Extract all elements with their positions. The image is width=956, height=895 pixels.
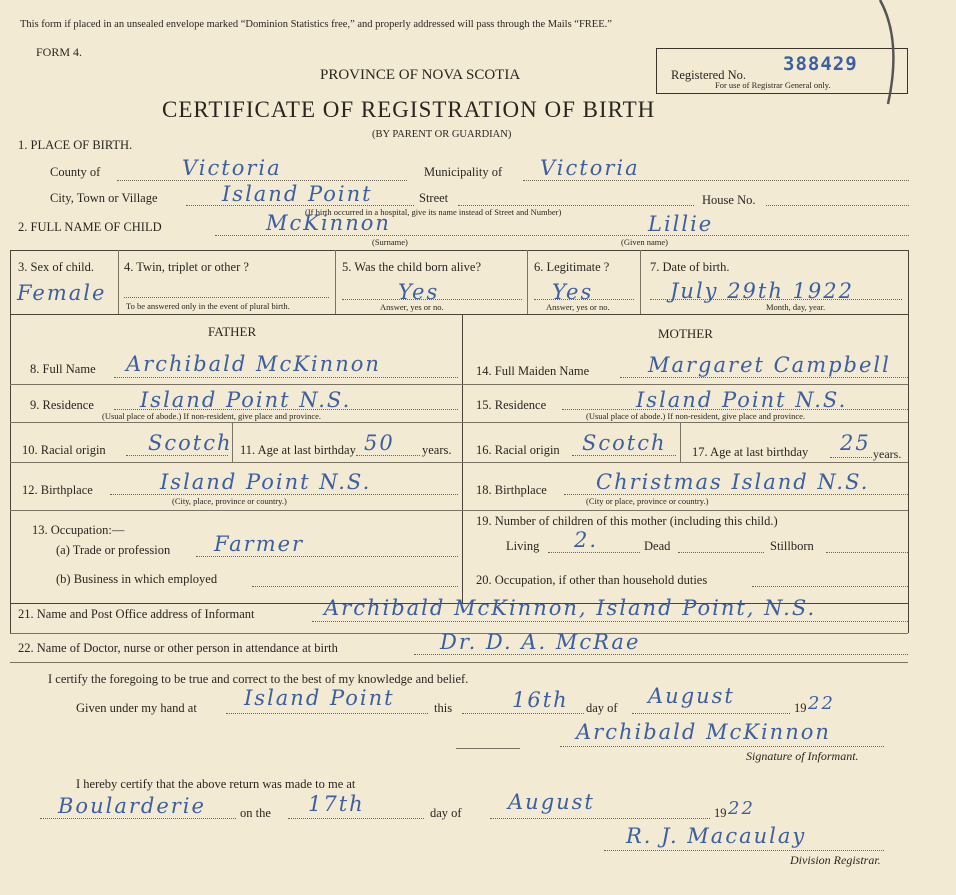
- sex-label: 3. Sex of child.: [18, 260, 95, 274]
- given-month-value: August: [648, 684, 735, 708]
- father-racial-line: [126, 455, 228, 456]
- informant-signature: Archibald McKinnon: [576, 720, 831, 744]
- mother-residence-note: (Usual place of abode.) If non-resident, give place and province.: [586, 411, 806, 421]
- given-year-prefix: 19: [794, 701, 807, 715]
- form-number: FORM 4.: [36, 45, 83, 59]
- alive-line: [342, 299, 522, 300]
- stillborn-label: Stillborn: [770, 539, 814, 553]
- city-line: [186, 205, 414, 206]
- rule: [680, 422, 681, 462]
- municipality-label: Municipality of: [424, 165, 503, 179]
- mother-years-label: years.: [873, 447, 902, 461]
- signature-line: [560, 746, 884, 747]
- city-value: Island Point: [222, 182, 373, 206]
- rule: [640, 250, 641, 314]
- registrar-month-value: August: [508, 790, 595, 814]
- children-count-label: 19. Number of children of this mother (including this child.): [476, 514, 778, 528]
- given-place-value: Island Point: [244, 686, 395, 710]
- place-of-birth-heading: 1. PLACE OF BIRTH.: [18, 138, 133, 152]
- dead-line: [678, 552, 764, 553]
- hospital-note: (If birth occurred in a hospital, give its name instead of Street and Number): [305, 207, 562, 217]
- mother-racial-label: 16. Racial origin: [476, 443, 560, 457]
- county-line: [117, 180, 407, 181]
- rule: [118, 250, 119, 314]
- business-label: (b) Business in which employed: [56, 572, 218, 586]
- doctor-label: 22. Name of Doctor, nurse or other person in attendance at birth: [18, 641, 338, 655]
- stillborn-line: [826, 552, 908, 553]
- trade-label: (a) Trade or profession: [56, 543, 171, 557]
- father-residence-value: Island Point N.S.: [140, 388, 352, 412]
- rule: [10, 422, 908, 423]
- child-surname: McKinnon: [266, 211, 391, 235]
- doctor-value: Dr. D. A. McRae: [440, 630, 641, 654]
- doctor-line: [414, 654, 908, 655]
- alive-note: Answer, yes or no.: [380, 302, 444, 312]
- rule: [10, 250, 11, 633]
- mother-heading: MOTHER: [658, 326, 713, 341]
- rule: [908, 250, 909, 633]
- rule: [10, 384, 908, 385]
- mother-age-line: [830, 457, 872, 458]
- page-curl: [860, 0, 920, 110]
- given-place-line: [226, 713, 428, 714]
- child-name-label: 2. FULL NAME OF CHILD: [18, 220, 162, 234]
- mail-notice: This form if placed in an unsealed envelope marked “Dominion Statistics free,” and properly addressed will pass through the Mails “FREE.”: [20, 19, 612, 30]
- child-given-name: Lillie: [648, 212, 714, 236]
- county-value: Victoria: [182, 156, 282, 180]
- registrar-signature: R. J. Macaulay: [626, 824, 807, 848]
- date-of-birth-value: July 29th 1922: [670, 279, 855, 303]
- trade-line: [196, 556, 458, 557]
- father-heading: FATHER: [208, 324, 257, 339]
- mother-birthplace-label: 18. Birthplace: [476, 483, 547, 497]
- registrar-year-value: 22: [728, 798, 755, 819]
- mother-name-value: Margaret Campbell: [648, 353, 891, 377]
- registered-label: Registered No.: [671, 68, 746, 82]
- mother-birthplace-note: (City or place, province or country.): [586, 496, 709, 506]
- father-name-value: Archibald McKinnon: [126, 352, 381, 376]
- this-label: this: [434, 701, 453, 715]
- father-name-line: [114, 377, 458, 378]
- registrar-signature-line: [604, 850, 884, 851]
- dead-label: Dead: [644, 539, 671, 553]
- municipality-value: Victoria: [540, 156, 640, 180]
- living-value: 2.: [574, 528, 599, 552]
- mother-occupation-line: [752, 586, 908, 587]
- legitimate-label: 6. Legitimate ?: [534, 260, 610, 274]
- rule: [462, 314, 463, 603]
- on-the-label: on the: [240, 806, 271, 820]
- given-caption: (Given name): [621, 237, 668, 247]
- certify-statement: I certify the foregoing to be true and correct to the best of my knowledge and belief.: [48, 672, 469, 686]
- occupation-label: 13. Occupation:—: [32, 523, 125, 537]
- mother-age-label: 17. Age at last birthday: [692, 445, 809, 459]
- page-title: CERTIFICATE OF REGISTRATION OF BIRTH: [162, 97, 656, 122]
- municipality-line: [523, 180, 909, 181]
- father-age-value: 50: [364, 431, 395, 455]
- given-month-line: [632, 713, 790, 714]
- street-label: Street: [419, 191, 449, 205]
- registrar-use-note: For use of Registrar General only.: [715, 80, 831, 90]
- rule: [527, 250, 528, 314]
- alive-label: 5. Was the child born alive?: [342, 260, 482, 274]
- informant-label: 21. Name and Post Office address of Informant: [18, 607, 255, 621]
- house-label: House No.: [702, 193, 756, 207]
- rule: [456, 748, 520, 749]
- father-residence-line: [114, 409, 458, 410]
- alive-value: Yes: [398, 280, 440, 304]
- sex-value: Female: [17, 281, 107, 305]
- county-label: County of: [50, 165, 101, 179]
- mother-racial-value: Scotch: [582, 431, 667, 455]
- given-day-line: [462, 713, 584, 714]
- mother-name-line: [620, 377, 908, 378]
- date-label: 7. Date of birth.: [650, 260, 730, 274]
- surname-caption: (Surname): [372, 237, 408, 247]
- mother-residence-label: 15. Residence: [476, 398, 547, 412]
- date-line: [650, 299, 902, 300]
- street-line: [458, 205, 694, 206]
- father-residence-note: (Usual place of abode.) If non-resident, give place and province.: [102, 411, 322, 421]
- father-birthplace-line: [110, 494, 458, 495]
- father-residence-label: 9. Residence: [30, 398, 94, 412]
- registrar-day-line: [288, 818, 424, 819]
- registrar-year-prefix: 19: [714, 806, 727, 820]
- given-under-label: Given under my hand at: [76, 701, 197, 715]
- given-day-value: 16th: [512, 688, 569, 712]
- mother-residence-line: [562, 409, 908, 410]
- twin-line: [124, 297, 329, 298]
- business-line: [252, 586, 458, 587]
- registrar-day-of-label: day of: [430, 806, 462, 820]
- registrar-place-value: Boularderie: [58, 794, 206, 818]
- rule: [10, 250, 908, 251]
- registrar-day-value: 17th: [308, 792, 365, 816]
- legitimate-line: [534, 299, 634, 300]
- rule: [10, 662, 908, 663]
- father-age-label: 11. Age at last birthday: [240, 443, 356, 457]
- living-line: [548, 552, 640, 553]
- province-heading: PROVINCE OF NOVA SCOTIA: [320, 67, 521, 83]
- rule: [10, 510, 908, 511]
- signature-caption: Signature of Informant.: [746, 749, 859, 763]
- twin-note: To be answered only in the event of plural birth.: [126, 301, 290, 311]
- registrar-place-line: [40, 818, 236, 819]
- living-label: Living: [506, 539, 540, 553]
- legitimate-value: Yes: [552, 280, 594, 304]
- trade-value: Farmer: [214, 532, 305, 556]
- registrar-statement: I hereby certify that the above return was made to me at: [76, 777, 356, 791]
- father-age-line: [356, 455, 420, 456]
- mother-occupation-label: 20. Occupation, if other than household duties: [476, 573, 708, 587]
- date-note: Month, day, year.: [766, 302, 826, 312]
- father-racial-label: 10. Racial origin: [22, 443, 106, 457]
- registered-number: 388429: [783, 53, 858, 75]
- father-birthplace-label: 12. Birthplace: [22, 483, 93, 497]
- given-year-value: 22: [808, 693, 835, 714]
- rule: [335, 250, 336, 314]
- mother-birthplace-value: Christmas Island N.S.: [596, 470, 870, 494]
- mother-birthplace-line: [564, 494, 908, 495]
- house-line: [766, 205, 909, 206]
- mother-name-label: 14. Full Maiden Name: [476, 364, 590, 378]
- father-name-label: 8. Full Name: [30, 362, 96, 376]
- informant-line: [312, 621, 908, 622]
- mother-residence-value: Island Point N.S.: [636, 388, 848, 412]
- father-years-label: years.: [422, 443, 452, 457]
- father-racial-value: Scotch: [148, 431, 233, 455]
- registrar-month-line: [490, 818, 710, 819]
- day-of-label: day of: [586, 701, 618, 715]
- informant-value: Archibald McKinnon, Island Point, N.S.: [324, 596, 817, 620]
- rule: [10, 462, 908, 463]
- page-subtitle: (BY PARENT OR GUARDIAN): [372, 129, 512, 140]
- registrar-caption: Division Registrar.: [790, 853, 881, 867]
- mother-racial-line: [572, 455, 676, 456]
- twin-label: 4. Twin, triplet or other ?: [124, 260, 249, 274]
- father-birthplace-value: Island Point N.S.: [160, 470, 372, 494]
- father-birthplace-note: (City, place, province or country.): [172, 496, 287, 506]
- legitimate-note: Answer, yes or no.: [546, 302, 610, 312]
- rule: [10, 314, 908, 315]
- child-name-line: [215, 235, 909, 236]
- city-label: City, Town or Village: [50, 191, 158, 205]
- mother-age-value: 25: [840, 431, 871, 455]
